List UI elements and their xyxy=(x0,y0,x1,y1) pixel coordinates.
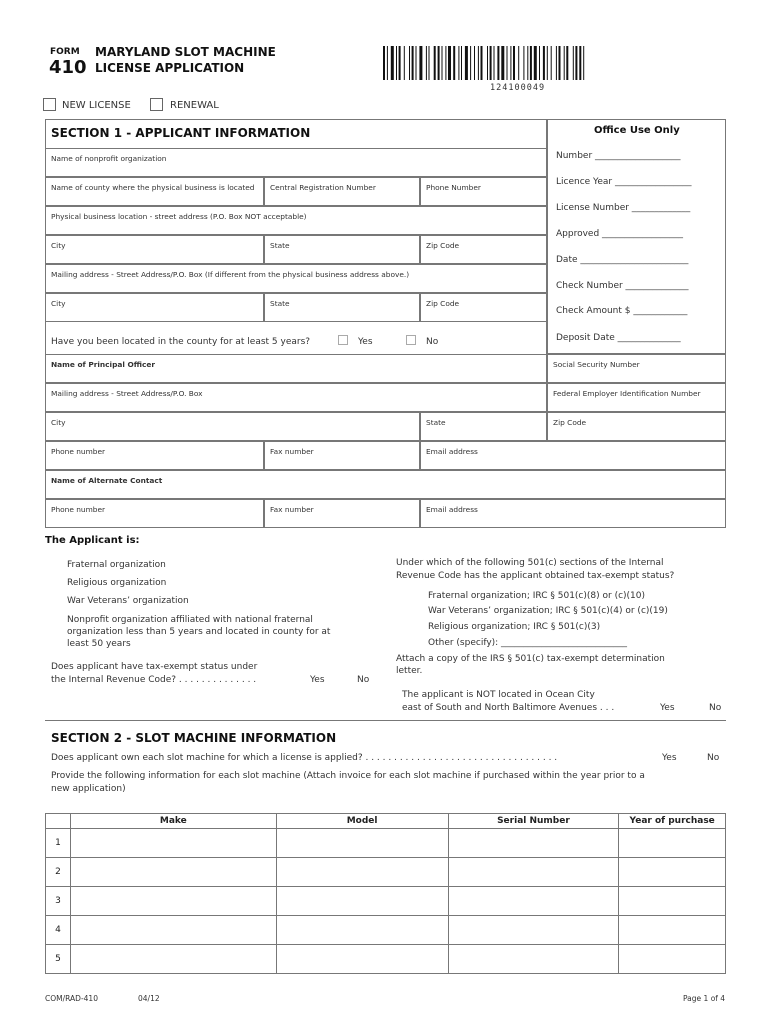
officer-email-label: Email address xyxy=(426,447,478,456)
zip-label: Zip Code xyxy=(426,241,460,250)
officer-state-label: State xyxy=(426,418,446,427)
nonprofit-name-label: Name of nonprofit organization xyxy=(51,154,167,163)
form-title-line1: MARYLAND SLOT MACHINE xyxy=(95,45,276,59)
section1-title: SECTION 1 - APPLICANT INFORMATION xyxy=(51,126,311,140)
form-number: 410 xyxy=(49,57,87,78)
table-row xyxy=(46,829,726,858)
own-yes[interactable]: Yes xyxy=(662,753,677,763)
attach-line1: Attach a copy of the IRS § 501(c) tax-exempt determination xyxy=(396,654,665,664)
serial-cell[interactable] xyxy=(448,945,619,974)
serial-cell[interactable] xyxy=(448,887,619,916)
new-license-checkbox[interactable] xyxy=(43,98,56,111)
tax-exempt-question-line2: the Internal Revenue Code? . . . . . . . . . . . . . . xyxy=(51,675,257,685)
applicant-nonprofit-line2: organization less than 5 years and located in county for at xyxy=(67,627,331,637)
ssn-label: Social Security Number xyxy=(553,360,640,369)
field-officer-zip[interactable] xyxy=(547,412,726,441)
field-officer-fax[interactable] xyxy=(264,441,420,470)
provide-line1: Provide the following information for each slot machine (Attach invoice for each slot machine if purchased within the year prior to a xyxy=(51,771,645,781)
new-license-label: NEW LICENSE xyxy=(62,100,131,111)
year-cell[interactable] xyxy=(619,945,726,974)
table-header-row xyxy=(46,814,726,829)
serial-cell[interactable] xyxy=(448,916,619,945)
office-deposit-date: Deposit Date ______________ xyxy=(556,333,681,343)
field-mailing-address[interactable] xyxy=(45,264,547,293)
applicant-option-veterans[interactable]: War Veterans’ organization xyxy=(67,596,189,606)
field-officer-phone[interactable] xyxy=(45,441,264,470)
ocean-city-no[interactable]: No xyxy=(709,703,722,713)
alt-phone-label: Phone number xyxy=(51,505,106,514)
office-license-number: License Number _____________ xyxy=(556,203,691,213)
phone-number-label: Phone Number xyxy=(426,183,481,192)
field-officer-state[interactable] xyxy=(420,412,547,441)
year-cell[interactable] xyxy=(619,887,726,916)
make-cell[interactable] xyxy=(71,829,277,858)
field-nonprofit-name[interactable] xyxy=(45,148,547,177)
alt-fax-label: Fax number xyxy=(270,505,314,514)
located-no-label: No xyxy=(426,337,439,347)
model-cell[interactable] xyxy=(276,858,448,887)
form-title-line2: LICENSE APPLICATION xyxy=(95,61,245,75)
field-alt-phone[interactable] xyxy=(45,499,264,528)
model-cell[interactable] xyxy=(276,829,448,858)
alternate-contact-label: Name of Alternate Contact xyxy=(51,476,163,485)
ocean-city-yes[interactable]: Yes xyxy=(660,703,675,713)
fein-label: Federal Employer Identification Number xyxy=(553,389,701,398)
field-officer-city[interactable] xyxy=(45,412,420,441)
city-2-label: City xyxy=(51,299,66,308)
barcode xyxy=(383,46,655,82)
applicant-nonprofit-line1[interactable]: Nonprofit organization affiliated with national fraternal xyxy=(67,615,313,625)
officer-mailing-label: Mailing address - Street Address/P.O. Box xyxy=(51,389,203,398)
field-state-2[interactable] xyxy=(264,293,420,322)
county-name-label: Name of county where the physical business is located xyxy=(51,183,255,192)
irc-option-fraternal[interactable]: Fraternal organization; IRC § 501(c)(8) or (c)(10) xyxy=(428,591,646,601)
field-zip-2[interactable] xyxy=(420,293,547,322)
field-phone-number[interactable] xyxy=(420,177,547,206)
serial-cell[interactable] xyxy=(448,858,619,887)
irc-question-line2: Revenue Code has the applicant obtained tax-exempt status? xyxy=(396,571,675,581)
tax-exempt-question-line1: Does applicant have tax-exempt status under xyxy=(51,662,258,672)
state-2-label: State xyxy=(270,299,290,308)
make-cell[interactable] xyxy=(71,887,277,916)
field-city-2[interactable] xyxy=(45,293,264,322)
office-licence-year: Licence Year _________________ xyxy=(556,177,692,187)
office-check-number: Check Number ______________ xyxy=(556,281,689,291)
applicant-option-religious[interactable]: Religious organization xyxy=(67,578,167,588)
field-alt-email[interactable] xyxy=(420,499,726,528)
footer-date: 04/12 xyxy=(138,994,160,1003)
field-county-name[interactable] xyxy=(45,177,264,206)
field-central-registration[interactable] xyxy=(264,177,420,206)
field-city[interactable] xyxy=(45,235,264,264)
slot-machine-table xyxy=(45,813,726,974)
make-cell[interactable] xyxy=(71,858,277,887)
footer-page: Page 1 of 4 xyxy=(683,994,726,1003)
tax-exempt-yes[interactable]: Yes xyxy=(310,675,325,685)
mailing-address-label: Mailing address - Street Address/P.O. Box (If different from the physical business address above.) xyxy=(51,270,410,279)
form-label: FORM xyxy=(50,47,80,57)
field-alternate-contact[interactable] xyxy=(45,470,726,499)
renewal-checkbox[interactable] xyxy=(150,98,163,111)
field-principal-officer[interactable] xyxy=(45,354,547,383)
model-cell[interactable] xyxy=(276,945,448,974)
officer-zip-label: Zip Code xyxy=(553,418,587,427)
physical-location-label: Physical business location - street address (P.O. Box NOT acceptable) xyxy=(51,212,307,221)
year-cell[interactable] xyxy=(619,916,726,945)
make-cell[interactable] xyxy=(71,916,277,945)
own-no[interactable]: No xyxy=(707,753,720,763)
ocean-city-line2: east of South and North Baltimore Avenues . . . xyxy=(402,703,615,713)
field-fein[interactable] xyxy=(547,383,726,412)
officer-phone-label: Phone number xyxy=(51,447,106,456)
principal-officer-label: Name of Principal Officer xyxy=(51,360,156,369)
irc-question-line1: Under which of the following 501(c) sections of the Internal xyxy=(396,558,664,568)
state-label: State xyxy=(270,241,290,250)
office-use-title: Office Use Only xyxy=(594,125,680,136)
field-physical-location[interactable] xyxy=(45,206,547,235)
table-row xyxy=(46,858,726,887)
serial-cell[interactable] xyxy=(448,829,619,858)
field-ssn[interactable] xyxy=(547,354,726,383)
table-row xyxy=(46,945,726,974)
applicant-heading: The Applicant is: xyxy=(45,535,140,546)
table-row xyxy=(46,887,726,916)
irc-option-religious[interactable]: Religious organization; IRC § 501(c)(3) xyxy=(428,622,601,632)
make-cell[interactable] xyxy=(71,945,277,974)
col-serial-header: Serial Number xyxy=(448,814,619,829)
footer-form-code: COM/RAD-410 xyxy=(45,994,98,1003)
irc-option-veterans[interactable]: War Veterans’ organization; IRC § 501(c)(4) or (c)(19) xyxy=(428,606,668,616)
located-question: Have you been located in the county for at least 5 years? xyxy=(51,337,311,347)
col-year-header: Year of purchase xyxy=(619,814,726,829)
applicant-option-fraternal[interactable]: Fraternal organization xyxy=(67,560,166,570)
row-number: 5 xyxy=(46,945,71,974)
office-approved: Approved __________________ xyxy=(556,229,684,239)
officer-city-label: City xyxy=(51,418,66,427)
city-label: City xyxy=(51,241,66,250)
attach-line2: letter. xyxy=(396,666,423,676)
ocean-city-line1: The applicant is NOT located in Ocean City xyxy=(402,690,595,700)
col-make-header: Make xyxy=(71,814,277,829)
year-cell[interactable] xyxy=(619,858,726,887)
located-yes-checkbox[interactable] xyxy=(338,335,348,345)
barcode-number: 124100049 xyxy=(490,83,546,93)
row-number: 4 xyxy=(46,916,71,945)
row-number: 1 xyxy=(46,829,71,858)
office-check-amount: Check Amount $ ____________ xyxy=(556,306,688,316)
year-cell[interactable] xyxy=(619,829,726,858)
col-number-header xyxy=(46,814,71,829)
field-zip[interactable] xyxy=(420,235,547,264)
irc-option-other[interactable]: Other (specify): ____________________________ xyxy=(428,638,628,648)
section2-title: SECTION 2 - SLOT MACHINE INFORMATION xyxy=(51,731,337,745)
field-state[interactable] xyxy=(264,235,420,264)
row-number: 2 xyxy=(46,858,71,887)
alt-email-label: Email address xyxy=(426,505,478,514)
applicant-nonprofit-line3: least 50 years xyxy=(67,639,131,649)
provide-line2: new application) xyxy=(51,784,126,794)
office-date: Date ________________________ xyxy=(556,255,689,265)
model-cell[interactable] xyxy=(276,916,448,945)
col-model-header: Model xyxy=(276,814,448,829)
located-no-checkbox[interactable] xyxy=(406,335,416,345)
field-officer-mailing[interactable] xyxy=(45,383,547,412)
field-officer-email[interactable] xyxy=(420,441,726,470)
officer-fax-label: Fax number xyxy=(270,447,314,456)
office-number: Number ___________________ xyxy=(556,151,681,161)
field-alt-fax[interactable] xyxy=(264,499,420,528)
section2-divider xyxy=(45,720,726,721)
table-row xyxy=(46,916,726,945)
own-question: Does applicant own each slot machine for which a license is applied? . . . . . . . . . . . . . . . . . . . . . . . . . . . . . . . . . . xyxy=(51,753,558,763)
tax-exempt-no[interactable]: No xyxy=(357,675,370,685)
zip-2-label: Zip Code xyxy=(426,299,460,308)
located-yes-label: Yes xyxy=(358,337,373,347)
row-number: 3 xyxy=(46,887,71,916)
model-cell[interactable] xyxy=(276,887,448,916)
renewal-label: RENEWAL xyxy=(170,100,219,111)
central-registration-label: Central Registration Number xyxy=(270,183,376,192)
